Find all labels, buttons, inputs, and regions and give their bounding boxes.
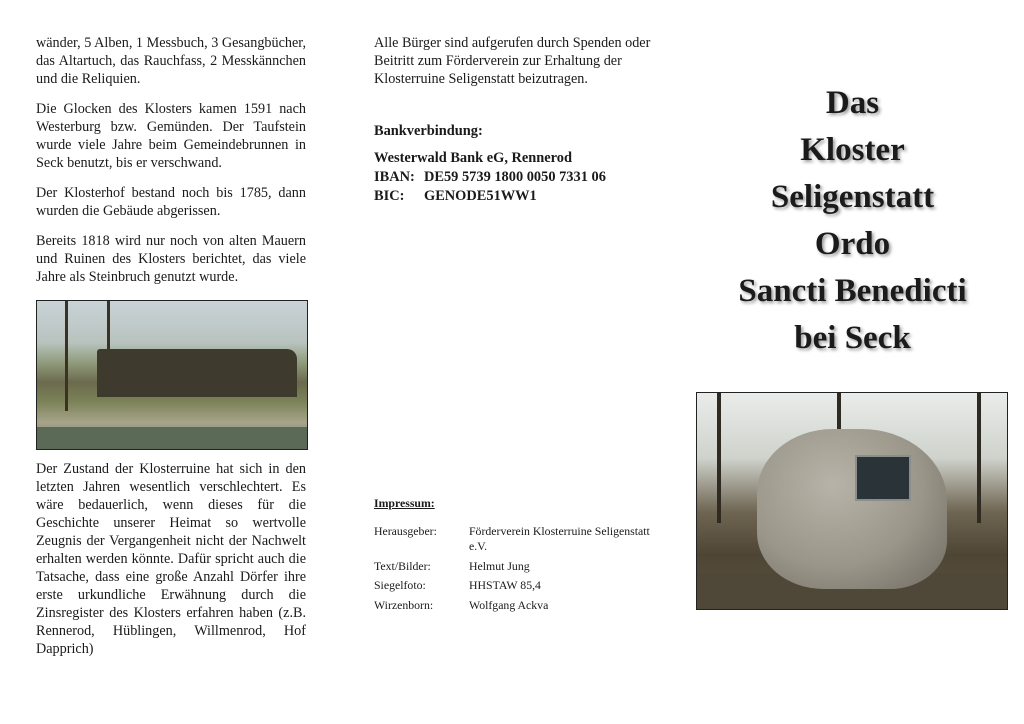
iban-row (374, 168, 659, 187)
impressum-key: Wirzenborn: (374, 597, 434, 612)
impressum-row (374, 524, 659, 555)
impressum-value: HHSTAW 85,4 (469, 578, 541, 592)
paragraph-inventory: wänder, 5 Alben, 1 Messbuch, 3 Gesangbücher, das Altartuch, das Rauchfass, 2 Messkännchen und die Reliquien. (36, 35, 306, 87)
bic-label: BIC: (374, 188, 405, 204)
tree-trunk (977, 393, 981, 523)
bank-name: Westerwald Bank eG, Rennerod (374, 150, 573, 166)
paragraph-bells: Die Glocken des Klosters kamen 1591 nach Westerburg bzw. Gemünden. Der Taufstein wurde viele Jahre beim Gemeindebrunnen in Seck benutzt, bis er verschwand. (36, 101, 306, 171)
title-line: bei Seck (794, 320, 911, 356)
impressum-value: Helmut Jung (469, 558, 530, 573)
impressum (374, 496, 659, 617)
water (37, 427, 307, 449)
ruin-photo (36, 300, 308, 450)
middle-column (374, 34, 659, 206)
iban-label: IBAN: (374, 169, 415, 185)
bank-heading: Bankverbindung: (374, 123, 483, 139)
tree-trunk (717, 393, 721, 523)
title-line: Sancti Benedicti (738, 273, 967, 309)
bic-value: GENODE51WW1 (424, 188, 537, 204)
iban-value: DE59 5739 1800 0050 7331 06 (424, 169, 606, 185)
title-line: Ordo (814, 226, 891, 262)
title-line: Das (825, 85, 880, 121)
paragraph-condition: Der Zustand der Klosterruine hat sich in den letzten Jahren wesentlich verschlechtert. Es wäre bedauerlich, wenn dieses für die Geschichte unserer Heimat so wertvolle Zeugnis der Vergangenheit nicht der Nachwelt erhalten werden könnte. Dafür spricht auch die Tatsache, dass eine große Anzahl Dörfer ihre erste urkundliche Erwähnung durch die Zinsregister des Klosters erfahren haben (z.B. Rennerod, Hüblingen, Willmenrod, Hof Dapprich) (36, 461, 306, 657)
impressum-key: Siegelfoto: (374, 578, 426, 592)
memorial-stone-photo (696, 392, 1008, 610)
title-line: Kloster (800, 132, 905, 168)
paragraph-monastery-yard: Der Klosterhof bestand noch bis 1785, dann wurden die Gebäude abgerissen. (36, 185, 306, 219)
bic-row (374, 187, 659, 206)
impressum-key: Herausgeber: (374, 523, 437, 538)
donation-appeal: Alle Bürger sind aufgerufen durch Spenden oder Beitritt zum Förderverein zur Erhaltung der Klosterruine Seligenstatt beizutragen. (374, 35, 651, 87)
paragraph-ruins: Bereits 1818 wird nur noch von alten Mauern und Ruinen des Klosters berichtet, das viele Jahre als Steinbruch genutzt wurde. (36, 233, 306, 285)
tree-trunk (65, 301, 68, 411)
impressum-key: Text/Bilder: (374, 558, 431, 573)
title-line: Seligenstatt (770, 179, 935, 215)
impressum-value: Förderverein Klosterruine Seligenstatt e.V. (469, 523, 650, 553)
impressum-row (374, 598, 659, 614)
memorial-plaque (855, 455, 911, 501)
impressum-heading: Impressum: (374, 496, 435, 510)
ruin-wall (97, 349, 297, 397)
impressum-row (374, 559, 659, 575)
left-column (36, 34, 306, 658)
bank-details (374, 122, 659, 206)
impressum-row (374, 578, 659, 594)
memorial-stone (757, 429, 947, 589)
brochure-title (700, 80, 1005, 362)
impressum-value: Wolfgang Ackva (469, 597, 549, 612)
